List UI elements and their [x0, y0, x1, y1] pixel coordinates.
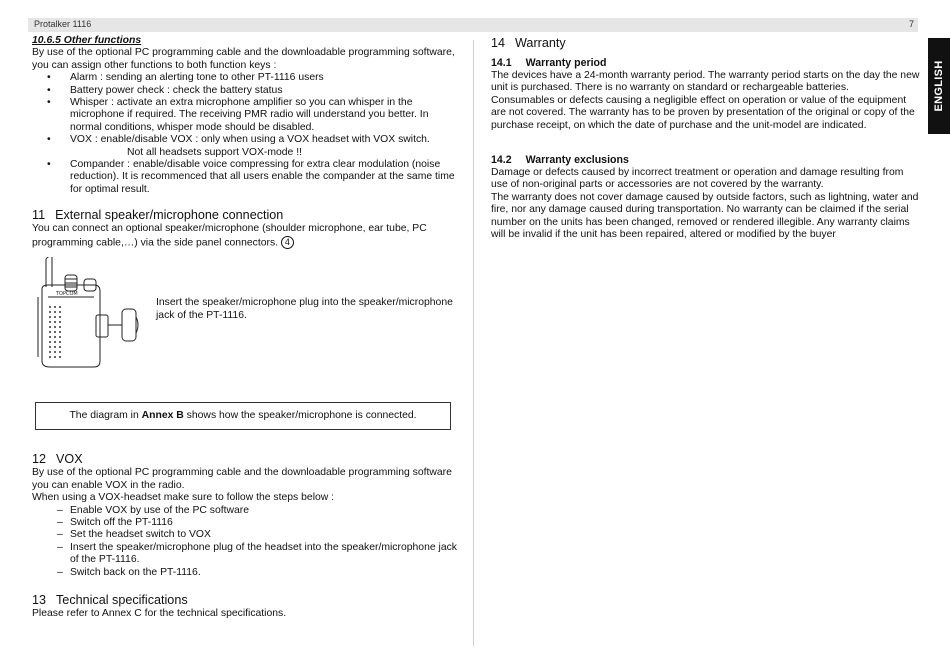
list-item: – Switch off the PT-1116 — [57, 516, 173, 528]
list-item: • Whisper : activate an extra microphone amplifier so you can whisper in the microphone if required. The receiving PMR radio will understand you better. In normal conditions, whisper mode should be disabled. — [47, 97, 429, 133]
annex-link: Annex B — [141, 410, 184, 422]
list-item-continuation: Not all headsets support VOX-mode !! — [127, 146, 302, 158]
section-heading-vox: 12 VOX — [32, 452, 83, 467]
section-heading-tech: 13 Technical specifications — [32, 593, 188, 607]
annex-note-text: The diagram in Annex B shows how the speaker/microphone is connected. — [69, 410, 417, 422]
list-item-text: Whisper : activate an extra microphone amplifier so you can whisper in the microphone if required. The receiving PMR radio will understand you better. In normal conditions, whisper mode should be disabled. — [70, 97, 429, 133]
right-column — [491, 36, 921, 241]
radio-connection-figure — [32, 257, 452, 375]
list-item: • Battery power check : check the battery status — [47, 84, 283, 96]
language-tab-label: ENGLISH — [933, 60, 945, 112]
exclusions-body-1: Damage or defects caused by incorrect treatment or operation and damage resulting from use of non-original parts or accessories are not covered by the warranty. — [491, 167, 904, 191]
radio-brand-label: TOPCOM — [56, 291, 78, 298]
list-item: – Enable VOX by use of the PC software — [57, 504, 250, 516]
function-list — [32, 72, 462, 196]
page-header — [28, 18, 918, 32]
other-functions-heading: 10.6.5 Other functions — [32, 35, 142, 46]
figure-caption: Insert the speaker/microphone plug into the speaker/microphone jack of the PT-1116. — [156, 297, 453, 321]
list-item-text: VOX : enable/disable VOX : only when using a VOX headset with VOX switch. — [70, 134, 430, 146]
annex-note-box — [35, 402, 451, 430]
column-divider — [473, 40, 474, 646]
list-item-text: Battery power check : check the battery status — [70, 84, 283, 96]
manual-title: Protalker 1116 — [34, 19, 92, 29]
exclusions-body-2: The warranty does not cover damage caused by outside factors, such as lightning, water and fire, nor any damage caused during transportation. No warranty can be claimed if the serial number on the units has been changed, removed or rendered illegible. Any warranty claims will be invalid if the unit has been repaired, altered or modified by the buyer — [491, 191, 919, 241]
subsection-heading-exclusions: 14.2 Warranty exclusions — [491, 154, 629, 167]
list-item-text: Alarm : sending an alerting tone to other PT-1116 users — [70, 72, 324, 84]
vox-body: By use of the optional PC programming cable and the downloadable programming software you can enable VOX in the radio. — [32, 467, 452, 491]
list-item: • VOX : enable/disable VOX : only when using a VOX headset with VOX switch. Not all headsets support VOX-mode !! — [32, 134, 462, 159]
page-number: 7 — [908, 19, 914, 29]
subsection-heading-period: 14.1 Warranty period — [491, 57, 607, 69]
vox-steps-list — [32, 505, 462, 579]
list-item: • Alarm : sending an alerting tone to other PT-1116 users — [47, 72, 324, 84]
list-item: – Insert the speaker/microphone plug of the headset into the speaker/microphone jack of the PT-1116. — [57, 541, 457, 566]
external-body: You can connect an optional speaker/microphone (shoulder microphone, ear tube, PC programming cable,…) via the side panel connectors. 4 — [32, 223, 427, 248]
language-tab — [928, 38, 950, 134]
connector-ref-badge: 4 — [281, 236, 294, 249]
period-body-1: The devices have a 24-month warranty period. The warranty period starts on the day the new unit is purchased. There is no warranty on standard or rechargeable batteries. — [491, 70, 920, 94]
radio-illustration — [36, 257, 140, 369]
section-heading-warranty: 14 Warranty — [491, 36, 566, 50]
tech-body: Please refer to Annex C for the technical specifications. — [32, 608, 287, 619]
list-item: – Set the headset switch to VOX — [57, 529, 211, 541]
period-body-2: Consumables or defects causing a negligible effect on operation or value of the equipment are not covered. The warranty has to be proven by presentation of the original or copy of the purchase receipt, on which the date of purchase and the unit-model are indicated. — [491, 94, 915, 131]
left-column — [32, 35, 462, 620]
other-functions-intro: By use of the optional PC programming cable and the downloadable programming software, you can assign other functions to both function keys : — [32, 47, 455, 71]
vox-steps-intro: When using a VOX-headset make sure to follow the steps below : — [32, 492, 335, 504]
list-item-text: Compander : enable/disable voice compressing for extra clear modulation (noise reduction). It is recommenced that all users enable the compander at the same time for optimal result. — [70, 159, 455, 195]
list-item: – Switch back on the PT-1116. — [57, 566, 201, 578]
list-item: • Compander : enable/disable voice compressing for extra clear modulation (noise reduction). It is recommenced that all users enable the compander at the same time for optimal result. — [47, 159, 455, 195]
section-heading-external: 11 External speaker/microphone connection — [32, 208, 284, 223]
